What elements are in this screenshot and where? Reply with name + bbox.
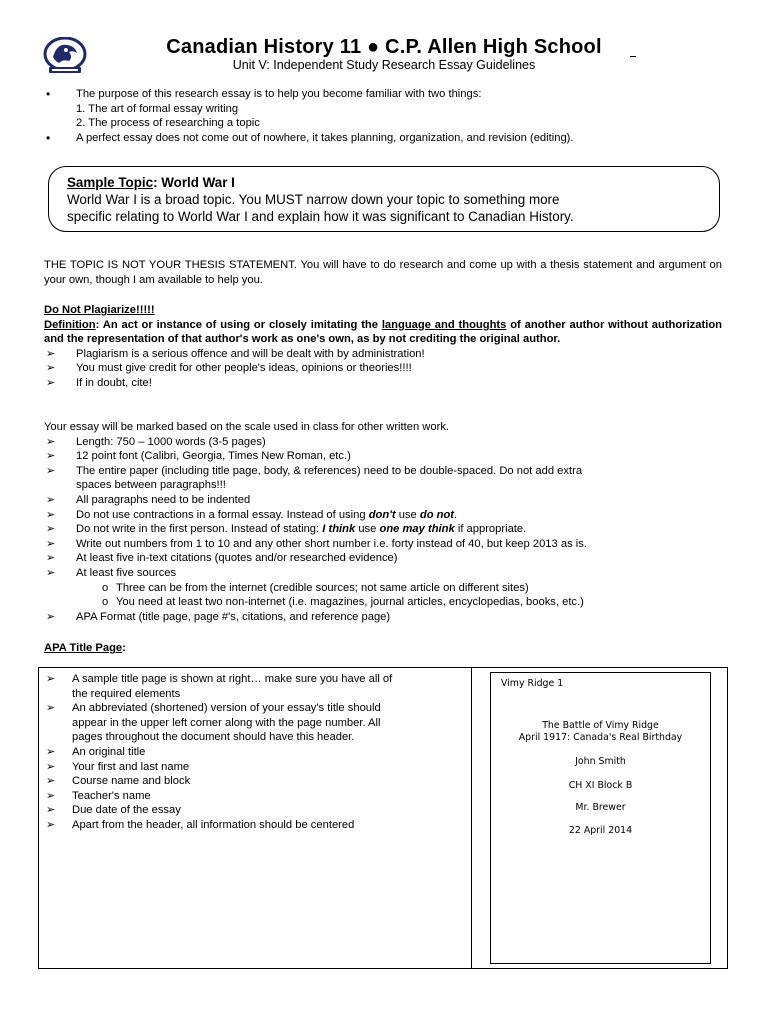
sample-running-header: Vimy Ridge 1 [501,678,564,689]
plagiarism-point: If in doubt, cite! [76,376,152,389]
marking-point: Do not use contractions in a formal essay. Instead of using don't use do not. [76,508,458,521]
marking-point: Write out numbers from 1 to 10 and any other short number i.e. forty instead of 40, but keep 2013 as is. [76,537,587,550]
sample-course: CH XI Block B [568,780,633,791]
marking-section [44,420,724,624]
circle-bullet-icon: o [102,596,109,609]
apa-point: Apart from the header, all information should be centered [72,818,355,831]
sample-title-page [490,672,711,964]
apa-point: Teacher's name [72,789,151,802]
sample-essay-subtitle: April 1917: Canada's Real Birthday [518,732,683,743]
marking-intro: Your essay will be marked based on the scale used in class for other written work. [44,421,450,433]
apa-points [44,672,464,833]
page-title: Canadian History 11 ● C.P. Allen High School [166,36,602,58]
marking-point: 12 point font (Calibri, Georgia, Times New Roman, etc.) [76,450,351,463]
plagiarism-heading: Do Not Plagiarize!!!!! [44,304,155,316]
sample-teacher: Mr. Brewer [575,802,626,813]
marking-subpoint: o You need at least two non-internet (i.e. magazines, journal articles, encyclopedias, books, etc.) [102,596,584,609]
sample-essay-title: The Battle of Vimy Ridge [542,720,659,731]
plagiarism-point: Plagiarism is a serious offence and will be dealt with by administration! [76,347,425,360]
marking-subpoint: o Three can be from the internet (credible sources; not same article on different sites) [102,581,529,594]
sample-topic-value: : World War I [153,175,235,190]
intro-item: 2. The process of researching a topic [76,117,260,130]
apa-heading: APA Title Page: [44,642,126,654]
apa-point: A sample title page is shown at right… make sure you have all of the required elements [72,673,393,700]
marking-point: APA Format (title page, page #'s, citations, and reference page) [76,610,391,623]
apa-point: Your first and last name [72,760,190,773]
intro-bullet: A perfect essay does not come out of nowhere, it takes planning, organization, and revision (editing). [76,131,574,144]
sample-topic-box [48,166,720,232]
marking-point: All paragraphs need to be indented [76,493,251,506]
apa-point: Course name and block [72,775,191,788]
marking-point: Do not write in the first person. Instead of stating: I think use one may think if appropriate. [76,523,527,536]
sample-topic-text: specific relating to World War I and explain how it was significant to Canadian History. [67,209,574,224]
plagiarism-section [44,303,722,391]
plagiarism-definition: Definition: An act or instance of using or closely imitating the language and thoughts of another author without authorization and the representation of that author's work as one's own, as by not crediting the original author. [44,318,722,346]
marking-point: At least five in-text citations (quotes and/or researched evidence) [76,552,398,565]
thesis-paragraph: THE TOPIC IS NOT YOUR THESIS STATEMENT. You will have to do research and come up with a thesis statement and argument on your own, though I am available to help you. [44,259,722,286]
intro-item: 1. The art of formal essay writing [76,102,239,115]
marking-point: At least five sources [76,566,177,579]
apa-point: An abbreviated (shortened) version of your essay's title should appear in the upper left corner along with the page number. All pages throughout the document should have this header. [72,702,381,744]
table-divider [471,668,472,968]
marking-point: The entire paper (including title page, body, & references) need to be double-spaced. Do not add extra spaces between paragraphs!!! [76,464,583,492]
sample-date: 22 April 2014 [568,825,633,836]
sample-author-name: John Smith [575,756,626,767]
page-subtitle: Unit V: Independent Study Research Essay Guidelines [232,58,536,72]
apa-point: Due date of the essay [72,804,181,817]
apa-point: An original title [72,745,146,758]
sample-topic-label: Sample Topic [67,175,154,190]
circle-bullet-icon: o [102,581,109,594]
intro-section [44,87,724,145]
marking-point: Length: 750 – 1000 words (3-5 pages) [76,435,266,448]
plagiarism-point: You must give credit for other people's ideas, opinions or theories!!!! [76,362,412,375]
intro-bullet: The purpose of this research essay is to help you become familiar with two things: [76,88,482,100]
sample-topic-text: World War I is a broad topic. You MUST narrow down your topic to something more [67,192,560,207]
